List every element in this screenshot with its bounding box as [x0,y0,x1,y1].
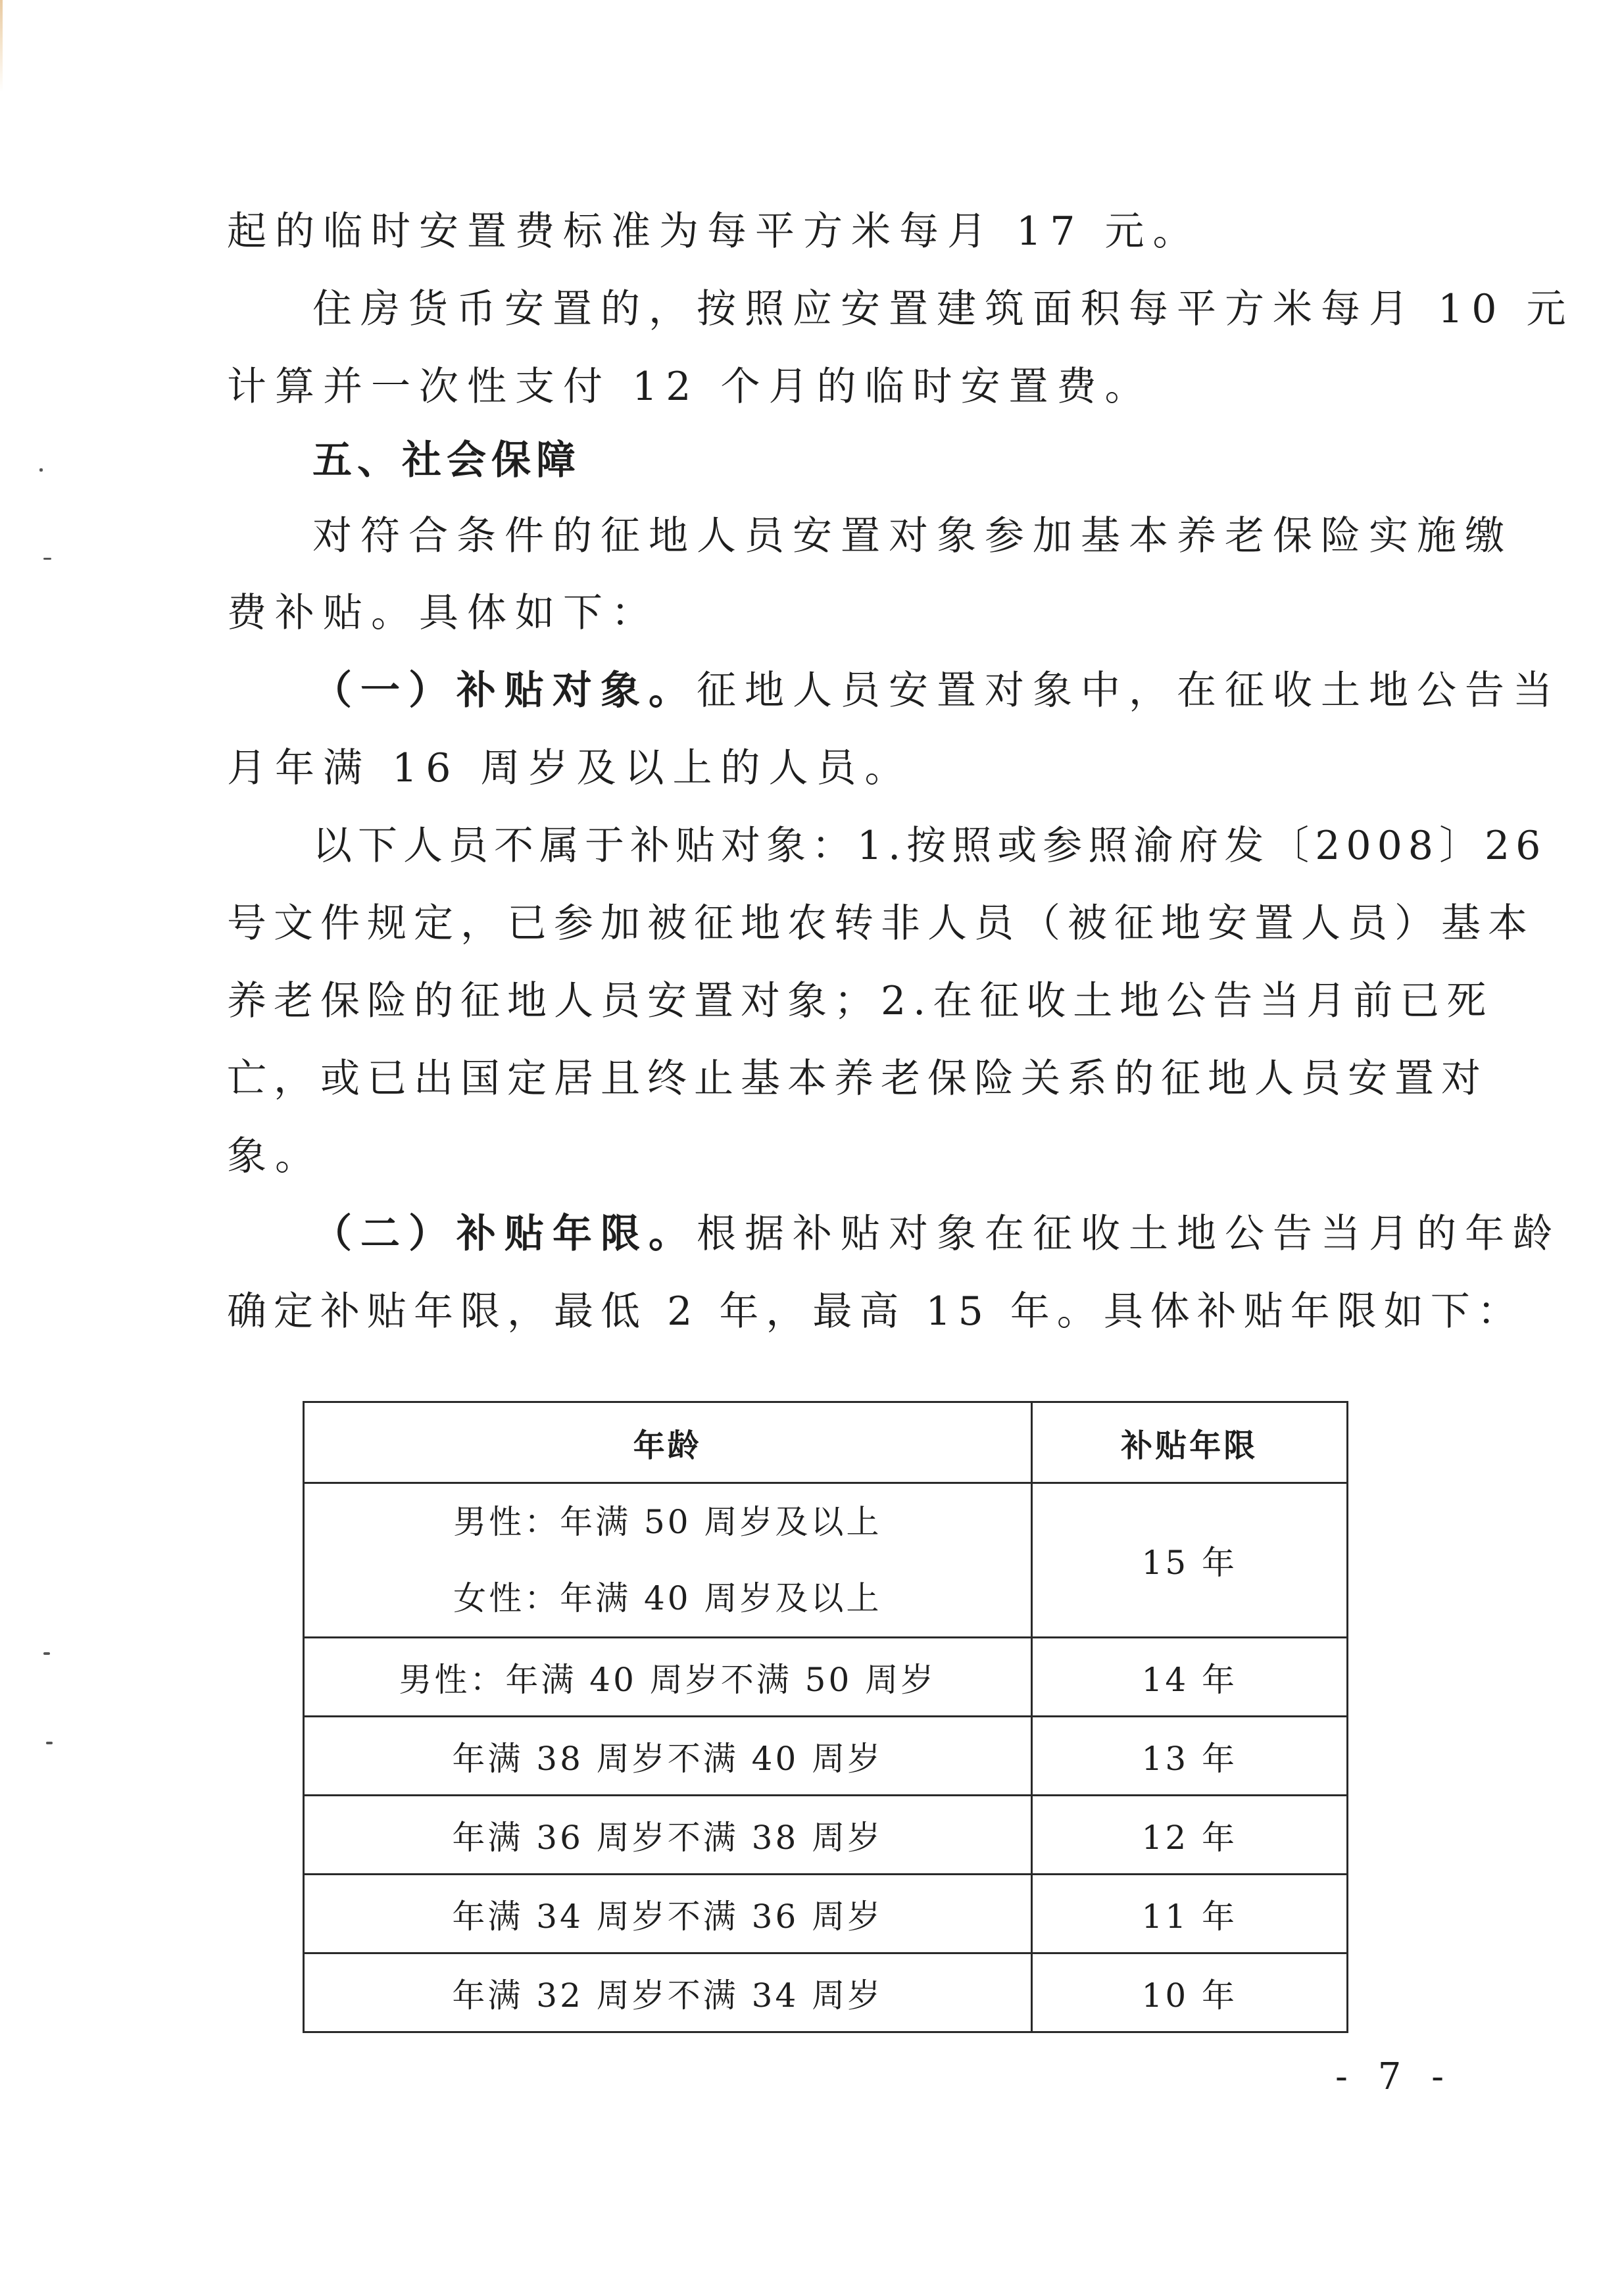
table-row [304,1875,1348,1953]
page-number: - 7 - [1335,2055,1454,2098]
table-header-row [304,1402,1348,1483]
table-cell-years: 14 年 [1031,1638,1347,1717]
table-cell-years: 10 年 [1031,1953,1347,2032]
age-line: 女性：年满 40 周岁及以上 [453,1579,882,1617]
body-text-line: 月年满 16 周岁及以上的人员。 [227,745,913,791]
table-cell-age: 年满 38 周岁不满 40 周岁 [304,1717,1032,1796]
body-text-line [312,668,1561,714]
scan-speck [46,1742,53,1744]
scan-speck [43,558,51,560]
subsection-label: （一）补贴对象。 [312,668,697,714]
subsection-text: 征地人员安置对象中，在征收土地公告当 [697,668,1561,714]
table-cell-years: 11 年 [1031,1875,1347,1953]
table-cell-years: 15 年 [1031,1483,1347,1638]
table-row [304,1638,1348,1717]
table-cell-years: 13 年 [1031,1717,1347,1796]
body-text-line: 费补贴。具体如下： [227,590,659,636]
body-text-line: 住房货币安置的，按照应安置建筑面积每平方米每月 10 元 [312,286,1575,332]
scan-speck [43,1652,50,1655]
scan-speck [39,468,43,472]
body-text-line: 起的临时安置费标准为每平方米每月 17 元。 [227,209,1201,255]
body-text-line: 以下人员不属于补贴对象：1.按照或参照渝府发〔2008〕26 [312,823,1547,869]
age-line: 男性：年满 50 周岁及以上 [453,1503,882,1541]
body-text-line: 亡，或已出国定居且终止基本养老保险关系的征地人员安置对 [227,1056,1488,1102]
subsection-label: （二）补贴年限。 [312,1211,697,1257]
body-text-line: 确定补贴年限，最低 2 年，最高 15 年。具体补贴年限如下： [227,1289,1524,1335]
table-header-years: 补贴年限 [1031,1402,1347,1483]
table-cell-age: 年满 32 周岁不满 34 周岁 [304,1953,1032,2032]
table-row [304,1953,1348,2032]
table-cell-age: 男性：年满 40 周岁不满 50 周岁 [304,1638,1032,1717]
body-text-line: 养老保险的征地人员安置对象；2.在征收土地公告当月前已死 [227,978,1494,1024]
table-row [304,1796,1348,1875]
section-heading: 五、社会保障 [312,437,581,483]
body-text-line [312,1211,1561,1257]
body-text-line: 象。 [227,1133,323,1179]
table-cell-age [304,1483,1032,1638]
subsidy-years-table [303,1401,1348,2033]
body-text-line: 号文件规定，已参加被征地农转非人员（被征地安置人员）基本 [227,900,1535,946]
body-text-line: 对符合条件的征地人员安置对象参加基本养老保险实施缴 [312,513,1513,559]
table-row [304,1483,1348,1638]
body-text-line: 计算并一次性支付 12 个月的临时安置费。 [227,364,1153,410]
table-cell-age: 年满 36 周岁不满 38 周岁 [304,1796,1032,1875]
table-header-age: 年龄 [304,1402,1032,1483]
scan-edge-artifact [0,0,3,2283]
table-cell-age: 年满 34 周岁不满 36 周岁 [304,1875,1032,1953]
table-row [304,1717,1348,1796]
table-cell-years: 12 年 [1031,1796,1347,1875]
subsection-text: 根据补贴对象在征收土地公告当月的年龄 [697,1211,1561,1257]
